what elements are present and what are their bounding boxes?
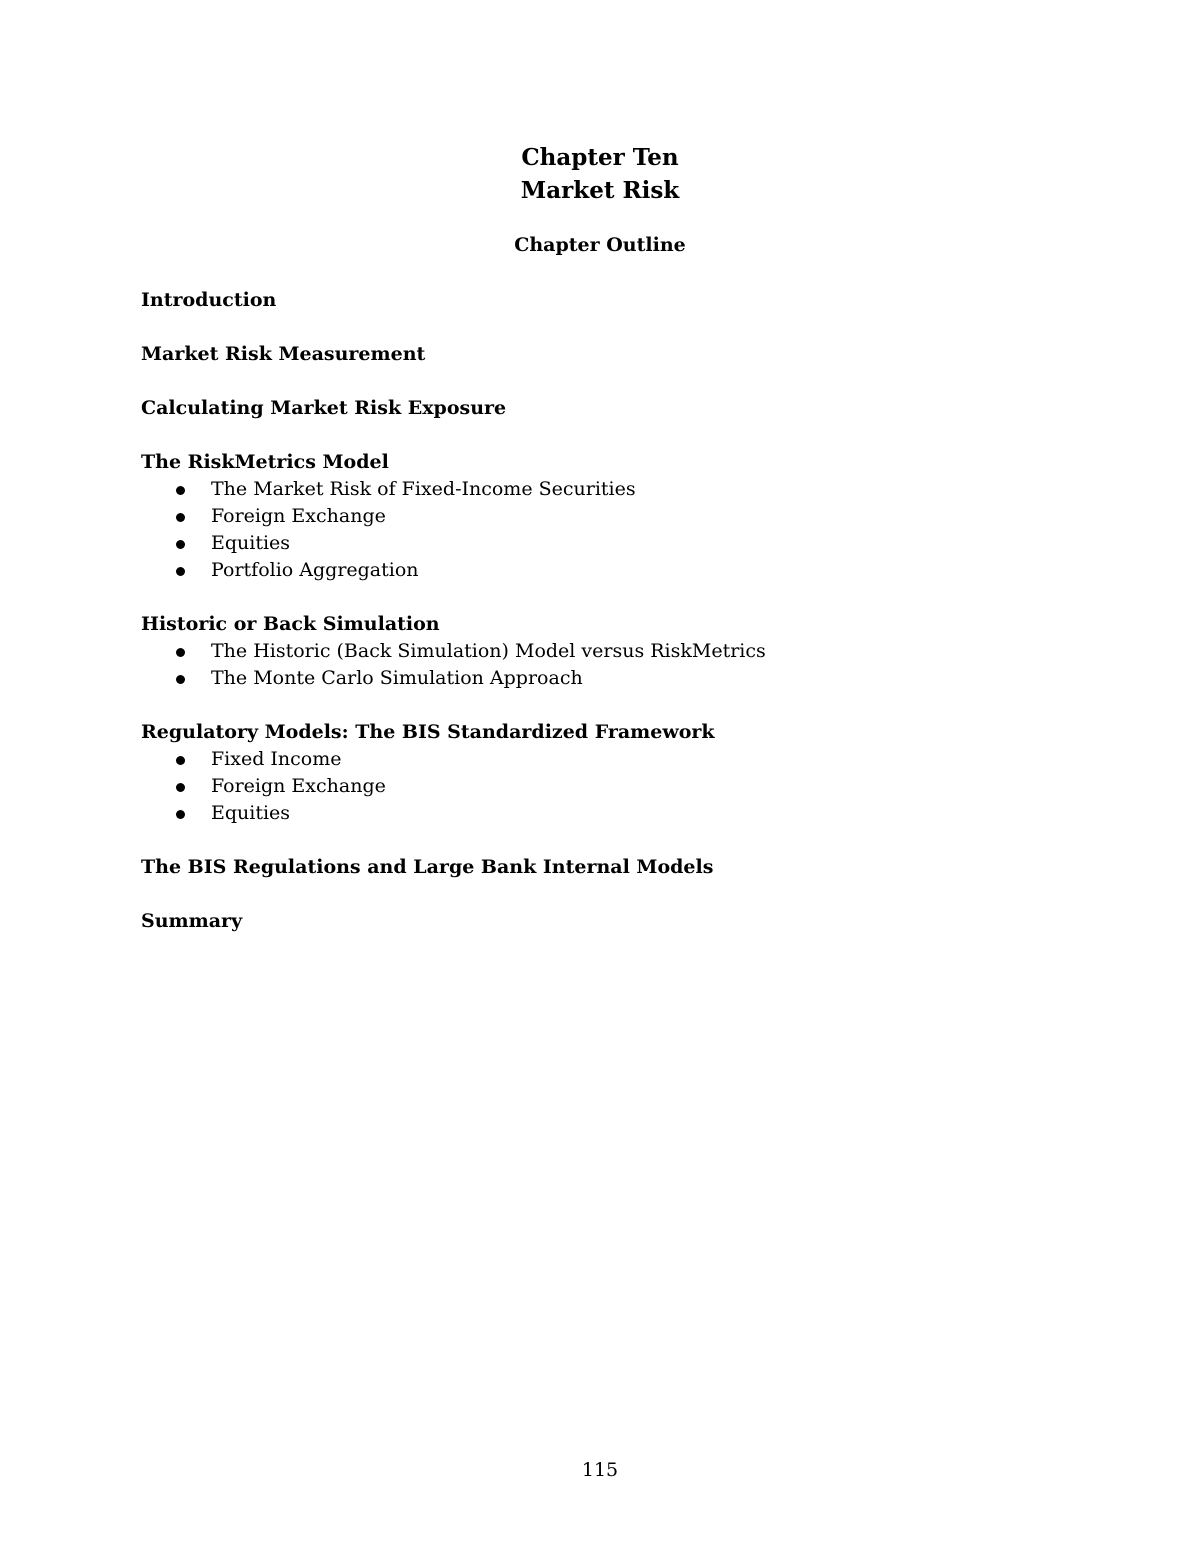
- section-bis-regulations: [141, 854, 1041, 881]
- bullet-icon: [176, 486, 185, 495]
- section-title: The RiskMetrics Model: [141, 451, 389, 473]
- section-introduction: [141, 287, 1041, 314]
- list-item-text: Equities: [211, 532, 291, 554]
- list-item: [141, 638, 1041, 665]
- bullet-icon: [176, 810, 185, 819]
- section-regulatory-models: [141, 719, 1041, 827]
- list-item: [141, 746, 1041, 773]
- section-title: The BIS Regulations and Large Bank Internal Models: [141, 856, 714, 878]
- list-item-text: The Historic (Back Simulation) Model versus RiskMetrics: [211, 640, 766, 662]
- section-historic-back-simulation: [141, 611, 1041, 692]
- list-item: [141, 503, 1041, 530]
- list-item-text: The Monte Carlo Simulation Approach: [211, 667, 583, 689]
- list-item-text: Fixed Income: [211, 748, 342, 770]
- section-title: Summary: [141, 910, 243, 932]
- list-item-text: Foreign Exchange: [211, 775, 386, 797]
- bullet-icon: [176, 756, 185, 765]
- bullet-icon: [176, 648, 185, 657]
- list-item: [141, 476, 1041, 503]
- bullet-icon: [176, 513, 185, 522]
- section-title: Regulatory Models: The BIS Standardized Framework: [141, 721, 715, 743]
- section-title: Introduction: [141, 289, 277, 311]
- subitem-list: [141, 638, 1041, 692]
- chapter-title: Market Risk: [520, 177, 680, 204]
- section-calculating-market-risk-exposure: [141, 395, 1041, 422]
- list-item-text: Portfolio Aggregation: [211, 559, 419, 581]
- bullet-icon: [176, 783, 185, 792]
- section-summary: [141, 908, 1041, 935]
- bullet-icon: [176, 675, 185, 684]
- list-item: [141, 800, 1041, 827]
- outline-heading: Chapter Outline: [514, 234, 686, 256]
- bullet-icon: [176, 567, 185, 576]
- page-number: 115: [581, 1459, 619, 1481]
- section-title: Market Risk Measurement: [141, 343, 426, 365]
- section-riskmetrics-model: [141, 449, 1041, 584]
- bullet-icon: [176, 540, 185, 549]
- list-item-text: Equities: [211, 802, 291, 824]
- list-item: [141, 530, 1041, 557]
- list-item: [141, 773, 1041, 800]
- list-item-text: Foreign Exchange: [211, 505, 386, 527]
- list-item: [141, 557, 1041, 584]
- section-title: Calculating Market Risk Exposure: [141, 397, 507, 419]
- subitem-list: [141, 476, 1041, 584]
- list-item-text: The Market Risk of Fixed-Income Securities: [211, 478, 636, 500]
- list-item: [141, 665, 1041, 692]
- outline-sections: [141, 287, 1041, 962]
- chapter-number: Chapter Ten: [521, 144, 679, 171]
- section-market-risk-measurement: [141, 341, 1041, 368]
- subitem-list: [141, 746, 1041, 827]
- section-title: Historic or Back Simulation: [141, 613, 440, 635]
